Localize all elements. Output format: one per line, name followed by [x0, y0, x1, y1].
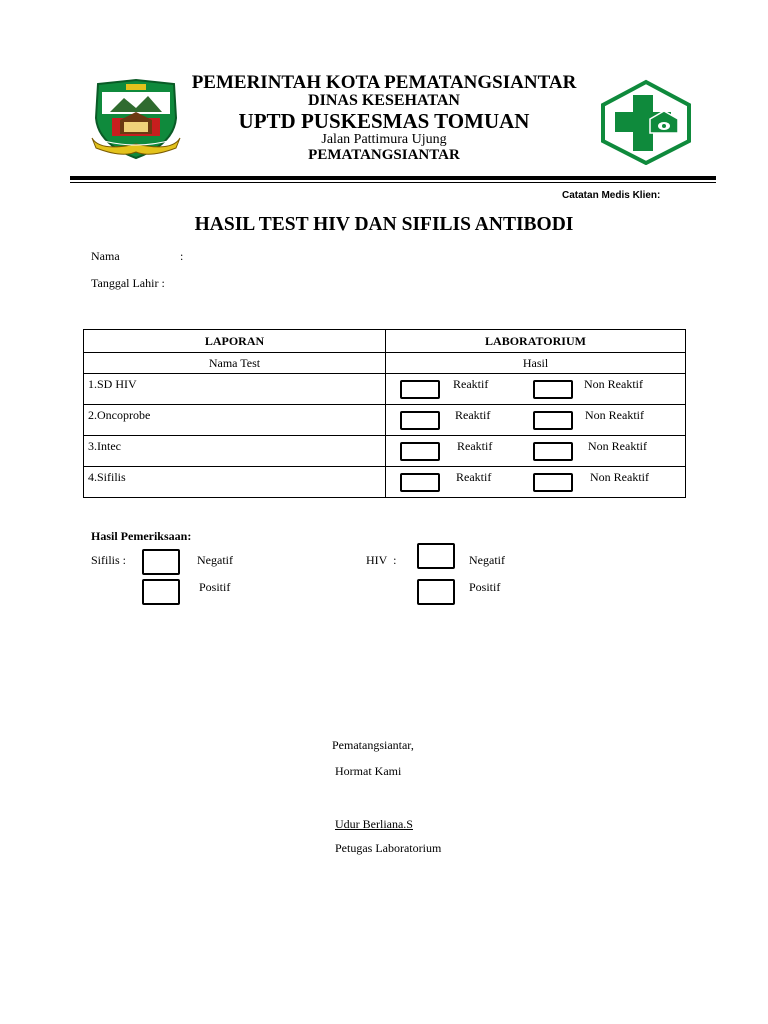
hiv-negatif-label: Negatif [469, 553, 505, 567]
hiv-positif-checkbox[interactable] [417, 579, 455, 605]
signature-role: Petugas Laboratorium [335, 841, 442, 855]
header-line1: PEMERINTAH KOTA PEMATANGSIANTAR [191, 72, 577, 93]
test-name: 4.Sifilis [84, 467, 386, 498]
reaktif-label: Reaktif [455, 408, 491, 422]
header-line4: Jalan Pattimura Ujung [321, 132, 447, 147]
col-header-laboratorium: LABORATORIUM [386, 330, 686, 353]
table-row [84, 405, 686, 436]
non-reaktif-checkbox[interactable] [533, 442, 573, 461]
reaktif-checkbox[interactable] [400, 473, 440, 492]
sifilis-negatif-label: Negatif [197, 553, 233, 567]
hasil-pemeriksaan-title: Hasil Pemeriksaan: [91, 529, 192, 543]
sifilis-positif-checkbox[interactable] [142, 579, 180, 605]
sifilis-positif-label: Positif [199, 580, 231, 594]
signature-place: Pematangsiantar, [332, 738, 414, 752]
header-divider-thin [70, 182, 716, 183]
non-reaktif-label: Non Reaktif [588, 439, 647, 453]
test-name: 3.Intec [84, 436, 386, 467]
header-line5: PEMATANGSIANTAR [308, 147, 460, 163]
non-reaktif-label: Non Reaktif [590, 470, 649, 484]
header-line2: DINAS KESEHATAN [308, 92, 460, 109]
hasil-cell [386, 436, 686, 467]
document-title: HASIL TEST HIV DAN SIFILIS ANTIBODI [194, 214, 574, 235]
table-subheader-row [84, 353, 686, 374]
col-header-laporan: LAPORAN [84, 330, 386, 353]
nama-label: Nama [91, 249, 120, 263]
signature-name: Udur Berliana.S [335, 817, 413, 831]
tanggal-lahir-label: Tanggal Lahir : [91, 276, 165, 290]
subheader-hasil: Hasil [386, 353, 686, 374]
table-row [84, 374, 686, 405]
reaktif-checkbox[interactable] [400, 442, 440, 461]
sifilis-negatif-checkbox[interactable] [142, 549, 180, 575]
test-name: 1.SD HIV [84, 374, 386, 405]
reaktif-label: Reaktif [456, 470, 492, 484]
hiv-positif-label: Positif [469, 580, 501, 594]
non-reaktif-label: Non Reaktif [584, 377, 643, 391]
hasil-cell [386, 467, 686, 498]
test-name: 2.Oncoprobe [84, 405, 386, 436]
reaktif-checkbox[interactable] [400, 380, 440, 399]
hasil-cell [386, 374, 686, 405]
signature-regards: Hormat Kami [335, 764, 402, 778]
hasil-cell [386, 405, 686, 436]
reaktif-checkbox[interactable] [400, 411, 440, 430]
non-reaktif-label: Non Reaktif [585, 408, 644, 422]
reaktif-label: Reaktif [457, 439, 493, 453]
non-reaktif-checkbox[interactable] [533, 411, 573, 430]
reaktif-label: Reaktif [453, 377, 489, 391]
subheader-nama-test: Nama Test [84, 353, 386, 374]
hiv-negatif-checkbox[interactable] [417, 543, 455, 569]
lab-results-table [83, 329, 686, 498]
header-line3: UPTD PUSKESMAS TOMUAN [238, 109, 530, 133]
hiv-label: HIV : [366, 553, 397, 567]
table-row [84, 436, 686, 467]
nama-colon: : [180, 249, 184, 263]
sifilis-label: Sifilis : [91, 553, 127, 567]
table-row [84, 467, 686, 498]
table-header-row [84, 330, 686, 353]
catatan-medis-label: Catatan Medis Klien: [562, 190, 661, 201]
puskesmas-logo [598, 79, 694, 165]
non-reaktif-checkbox[interactable] [533, 473, 573, 492]
puskesmas-cross-icon [598, 79, 694, 165]
header-divider-thick [70, 176, 716, 180]
non-reaktif-checkbox[interactable] [533, 380, 573, 399]
